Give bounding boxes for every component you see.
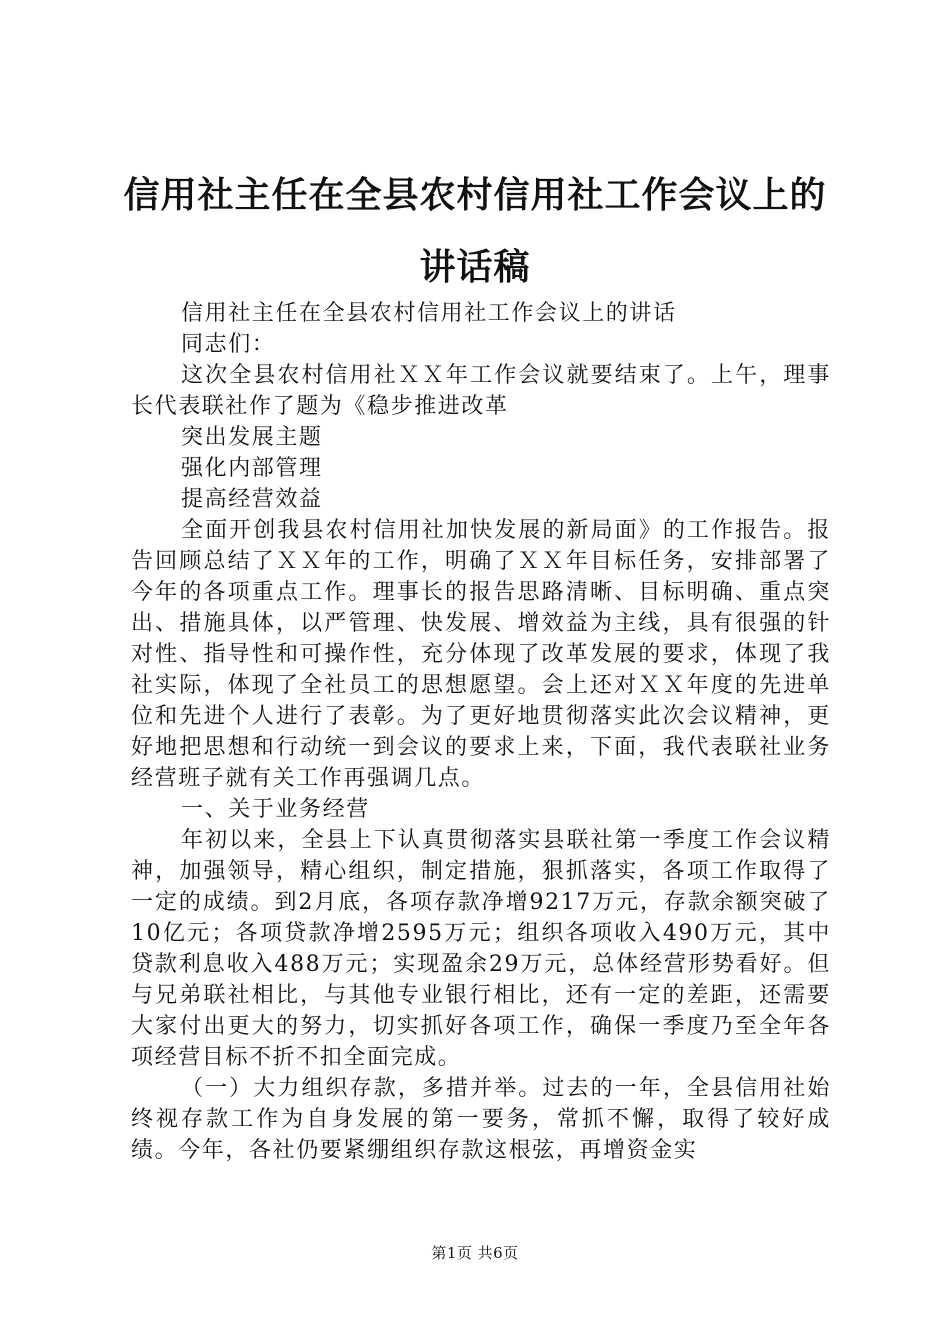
paragraph-subtitle: 信用社主任在全县农村信用社工作会议上的讲话 [181,301,677,326]
document-body [131,298,831,1166]
section-heading-business: 一、关于业务经营 [181,797,370,822]
paragraph-theme-3: 提高经营效益 [181,487,323,512]
paragraph-report-summary: 全面开创我县农村信用社加快发展的新局面》的工作报告。报告回顾总结了ＸＸ年的工作，明确了ＸＸ年目标任务，安排部署了今年的各项重点工作。理事长的报告思路清晰、目标明确、重点突出、措施具体，以严管理、快发展、增效益为主线，具有很强的针对性、指导性和可操作性，充分体现了改革发展的要求，体现了我社实际，体现了全社员工的思想愿望。会上还对ＸＸ年度的先进单位和先进个人进行了表彰。为了更好地贯彻落实此次会议精神，更好地把思想和行动统一到会议的要求上来，下面，我代表联社业务经营班子就有关工作再强调几点。 [131,518,831,791]
paragraph-salutation: 同志们： [181,332,276,357]
paragraph-deposits: （一）大力组织存款，多措并举。过去的一年，全县信用社始终视存款工作为自身发展的第一要务，常抓不懈，取得了较好成绩。今年，各社仍要紧绷组织存款这根弦，再增资金实 [131,1076,831,1163]
paragraph-theme-1: 突出发展主题 [181,425,323,450]
document-title: 信用社主任在全县农村信用社工作会议上的讲话稿 [123,175,827,288]
paragraph-intro: 这次全县农村信用社ＸＸ年工作会议就要结束了。上午，理事长代表联社作了题为《稳步推进改革 [131,363,831,419]
paragraph-business-results: 年初以来，全县上下认真贯彻落实县联社第一季度工作会议精神，加强领导，精心组织，制定措施，狠抓落实，各项工作取得了一定的成绩。到2月底，各项存款净增9217万元，存款余额突破了10亿元；各项贷款净增2595万元；组织各项收入490万元，其中贷款利息收入488万元；实现盈余29万元，总体经营形势看好。但与兄弟联社相比，与其他专业银行相比，还有一定的差距，还需要大家付出更大的努力，切实抓好各项工作，确保一季度乃至全年各项经营目标不折不扣全面完成。 [131,828,831,1070]
paragraph-theme-2: 强化内部管理 [181,456,323,481]
page-number-footer: 第1页 共6页 [431,1244,519,1262]
